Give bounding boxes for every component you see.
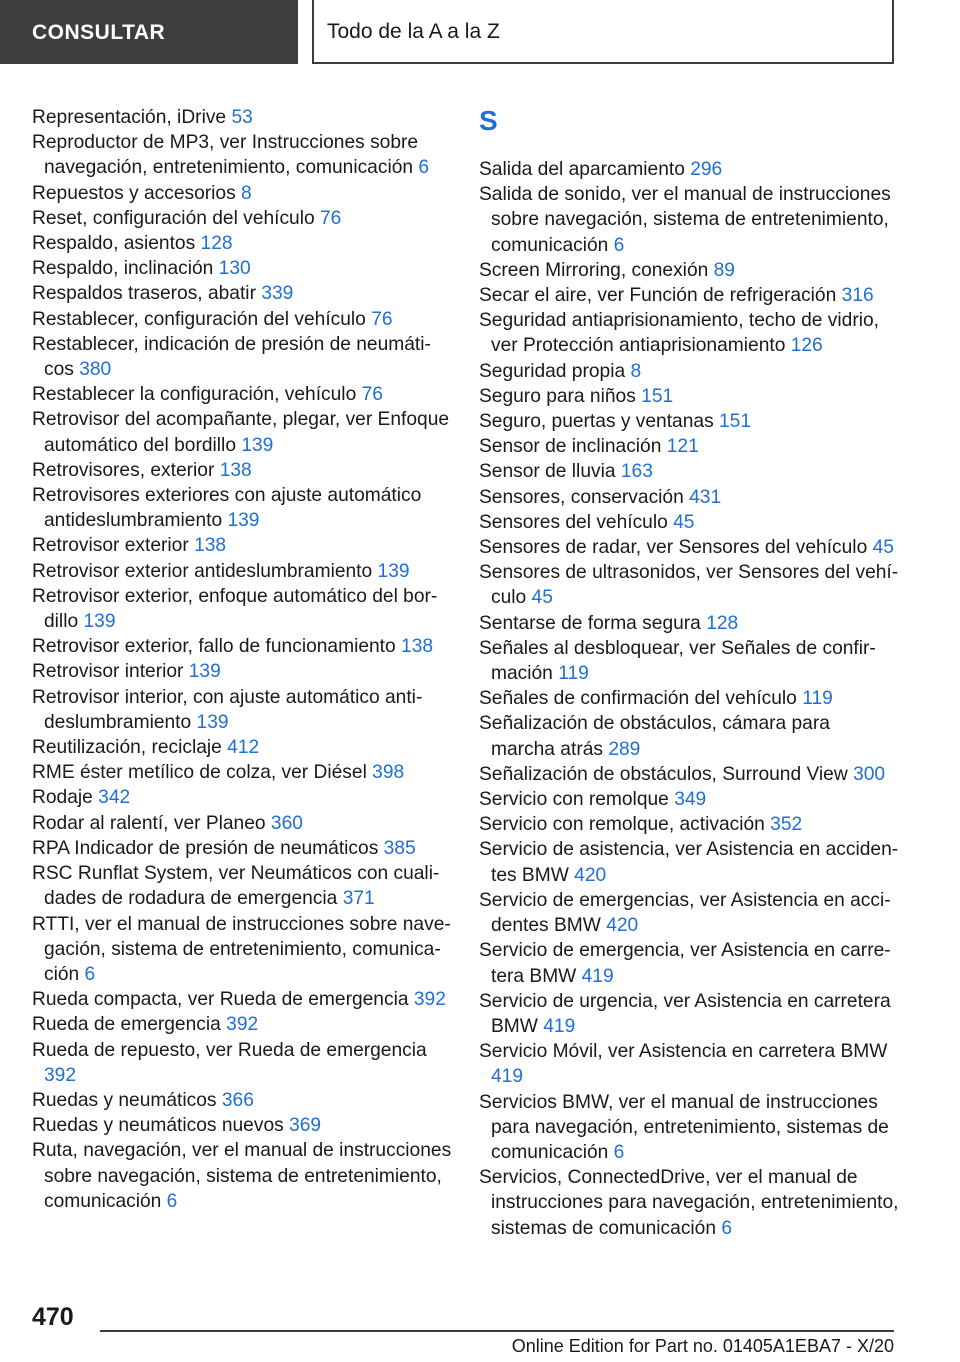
index-entry — [32, 659, 452, 684]
entry-text: Respaldo, asientos — [32, 233, 196, 255]
index-entry — [479, 1165, 899, 1241]
index-entry — [32, 1012, 452, 1037]
index-entry — [479, 812, 899, 837]
page-link[interactable]: 420 — [606, 915, 639, 937]
entry-text: Repuestos y accesorios — [32, 182, 236, 204]
entry-text: Restablecer, configuración del vehículo — [32, 308, 366, 330]
entry-text: RSC Runflat System, ver Neumáticos con cualidades de rodadura de emergencia — [32, 863, 440, 910]
index-entry — [32, 105, 452, 130]
page-link[interactable]: 360 — [270, 812, 303, 834]
entry-text: Servicios BMW, ver el manual de instrucciones para navegación, entretenimiento, sistemas de comunicación — [479, 1091, 889, 1163]
entry-text: Respaldos traseros, abatir — [32, 283, 256, 305]
index-entry — [479, 989, 899, 1039]
index-entry — [32, 634, 452, 659]
entry-text: Secar el aire, ver Función de refrigeración — [479, 285, 837, 307]
page-link[interactable]: 119 — [802, 688, 833, 710]
page-link[interactable]: 128 — [200, 233, 233, 255]
index-entry — [479, 359, 899, 384]
index-entry — [479, 157, 899, 182]
edition-note: Online Edition for Part no. 01405A1EBA7 - X/20 — [511, 1336, 894, 1356]
page-link[interactable]: 76 — [371, 308, 393, 330]
index-entry — [32, 281, 452, 306]
page-link[interactable]: 126 — [790, 335, 823, 357]
entry-text: Servicio de urgencia, ver Asistencia en carretera BMW — [479, 990, 891, 1037]
page-link[interactable]: 45 — [673, 511, 695, 533]
index-entry — [479, 485, 899, 510]
entry-text: Servicio de emergencias, ver Asistencia en accidentes BMW — [479, 889, 891, 937]
entry-text: Screen Mirroring, conexión — [479, 259, 709, 281]
page-link[interactable]: 419 — [581, 965, 614, 987]
entry-text: Sensor de lluvia — [479, 461, 616, 483]
entry-text: Señales de confirmación del vehículo — [479, 688, 797, 710]
page-link[interactable]: 392 — [226, 1014, 259, 1036]
entry-text: Sensores, conservación — [479, 486, 684, 508]
index-entry — [32, 256, 452, 281]
page-link[interactable]: 316 — [841, 285, 874, 307]
index-entry — [479, 762, 899, 787]
page-link[interactable]: 392 — [413, 989, 446, 1011]
index-entry — [32, 785, 452, 810]
entry-text: Seguridad antiaprisionamiento, techo de vidrio, ver Protección antiaprisionamiento — [479, 310, 879, 357]
entry-text: Restablecer la configuración, vehículo — [32, 384, 357, 406]
footer-divider — [100, 1330, 894, 1332]
entry-text: Servicio Móvil, ver Asistencia en carretera BMW — [479, 1041, 888, 1063]
entry-text: Rueda compacta, ver Rueda de emergencia — [32, 989, 409, 1011]
index-entry — [479, 560, 899, 610]
page-link[interactable]: 6 — [721, 1217, 733, 1239]
entry-text: Retrovisor del acompañante, plegar, ver Enfoque automático del bordillo — [32, 409, 450, 456]
page-link[interactable]: 6 — [166, 1190, 178, 1212]
page-link[interactable]: 151 — [719, 411, 752, 433]
index-entry — [479, 182, 899, 258]
page-link[interactable]: 8 — [241, 182, 252, 204]
entry-text: Ruedas y neumáticos — [32, 1089, 217, 1111]
entry-text: RPA Indicador de presión de neumáticos — [32, 837, 379, 859]
entry-text: Sentarse de forma segura — [479, 612, 701, 634]
entry-text: Ruta, navegación, ver el manual de instrucciones sobre navegación, sistema de entretenimiento, comunicación — [32, 1140, 452, 1212]
index-entry — [32, 231, 452, 256]
index-entry — [479, 611, 899, 636]
index-entry — [32, 1113, 452, 1138]
index-entry — [32, 1138, 452, 1214]
page-link[interactable]: 296 — [690, 159, 723, 180]
index-entry — [32, 332, 452, 382]
index-entry — [32, 1038, 452, 1088]
page-link[interactable]: 398 — [372, 762, 405, 784]
entry-text: Sensores de radar, ver Sensores del vehículo — [479, 537, 868, 559]
page-link[interactable]: 371 — [342, 888, 375, 910]
index-entry — [32, 458, 452, 483]
section-tab: CONSULTAR — [0, 0, 298, 64]
page-link[interactable]: 349 — [674, 789, 707, 811]
index-entry — [32, 861, 452, 911]
entry-text: Servicio de asistencia, ver Asistencia en accidentes BMW — [479, 839, 899, 886]
entry-text: Sensor de inclinación — [479, 436, 662, 458]
entry-text: Representación, iDrive — [32, 107, 227, 128]
entry-text: RME éster metílico de colza, ver Diésel — [32, 762, 367, 784]
page-link[interactable]: 392 — [44, 1064, 77, 1086]
index-entry — [479, 686, 899, 711]
index-entry — [32, 130, 452, 180]
entry-text: Retrovisor interior, con ajuste automático antideslumbramiento — [32, 686, 423, 733]
index-entry — [479, 535, 899, 560]
page-link[interactable]: 369 — [289, 1115, 322, 1137]
entry-text: Señalización de obstáculos, cámara para marcha atrás — [479, 713, 830, 760]
index-entry — [479, 837, 899, 887]
entry-text: Seguro, puertas y ventanas — [479, 411, 714, 433]
page-link[interactable]: 385 — [383, 837, 416, 859]
page-link[interactable]: 139 — [196, 711, 229, 733]
page-link[interactable]: 6 — [84, 963, 96, 985]
index-entry — [32, 1088, 452, 1113]
page-link[interactable]: 151 — [641, 385, 674, 407]
index-entry — [479, 1090, 899, 1166]
page-link[interactable]: 89 — [713, 259, 735, 281]
page-link[interactable]: 6 — [613, 1141, 625, 1163]
entry-text: Seguridad propia — [479, 360, 626, 382]
page-link[interactable]: 121 — [666, 436, 699, 458]
index-entry — [479, 459, 899, 484]
page-link[interactable]: 138 — [401, 636, 434, 658]
entry-text: Retrovisores exteriores con ajuste automático antideslumbramiento — [32, 485, 422, 532]
entry-text: Rodaje — [32, 787, 93, 809]
index-entry — [32, 584, 452, 634]
index-entry — [32, 735, 452, 760]
entry-text: Sensores del vehículo — [479, 511, 668, 533]
entry-text: Restablecer, indicación de presión de neumáticos — [32, 333, 431, 381]
entry-text: Retrovisor exterior antideslumbramiento — [32, 560, 373, 582]
entry-text: Servicio con remolque, activación — [479, 814, 765, 836]
page-number: 470 — [32, 1303, 74, 1331]
entry-text: Retrovisores, exterior — [32, 459, 215, 481]
page-link[interactable]: 138 — [219, 459, 252, 481]
index-entry — [479, 1039, 899, 1089]
page-link[interactable]: 6 — [613, 234, 625, 256]
page-link[interactable]: 6 — [418, 157, 430, 179]
page-link[interactable]: 139 — [377, 560, 410, 582]
index-column-left — [32, 105, 452, 1214]
entry-text: Retrovisor interior — [32, 661, 184, 683]
page-link[interactable]: 45 — [531, 587, 553, 609]
page-link[interactable]: 163 — [620, 461, 653, 483]
page-link[interactable]: 342 — [98, 787, 131, 809]
entry-text: Señalización de obstáculos, Surround View — [479, 763, 848, 785]
index-entry — [32, 836, 452, 861]
index-entry — [32, 483, 452, 533]
index-entry — [479, 258, 899, 283]
entry-text: Rueda de emergencia — [32, 1014, 221, 1036]
entry-text: Salida del aparcamiento — [479, 159, 685, 180]
page-link[interactable]: 76 — [361, 384, 383, 406]
page-link[interactable]: 138 — [194, 535, 227, 557]
page-link[interactable]: 139 — [227, 510, 260, 532]
index-entry — [479, 636, 899, 686]
entry-text: Seguro para niños — [479, 385, 636, 407]
page-link[interactable]: 352 — [770, 814, 803, 836]
index-entry — [32, 407, 452, 457]
page-link[interactable]: 53 — [231, 107, 253, 128]
entry-text: Rueda de repuesto, ver Rueda de emergencia — [32, 1039, 427, 1061]
entry-text: Rodar al ralentí, ver Planeo — [32, 812, 266, 834]
page-link[interactable]: 420 — [574, 864, 607, 886]
index-entry — [32, 760, 452, 785]
index-entry — [479, 409, 899, 434]
page-link[interactable]: 76 — [320, 207, 342, 229]
index-entry — [32, 533, 452, 558]
page-link[interactable]: 130 — [218, 258, 251, 280]
index-entry — [479, 384, 899, 409]
entry-text: Reset, configuración del vehículo — [32, 207, 315, 229]
entry-text: Retrovisor exterior — [32, 535, 189, 557]
index-entry — [479, 434, 899, 459]
index-entry — [479, 283, 899, 308]
section-title: Todo de la A a la Z — [312, 0, 894, 64]
entry-text: Respaldo, inclinación — [32, 258, 214, 280]
page-link[interactable]: 380 — [79, 359, 112, 381]
page-link[interactable]: 139 — [188, 661, 221, 683]
index-entry — [32, 206, 452, 231]
page-link[interactable]: 431 — [689, 486, 722, 508]
page-link[interactable]: 139 — [241, 434, 274, 456]
page-link[interactable]: 419 — [491, 1066, 524, 1088]
entry-text: Servicios, ConnectedDrive, ver el manual de instrucciones para navegación, entretenimiento, sistemas de comunicación — [479, 1167, 899, 1239]
page-link[interactable]: 119 — [558, 663, 589, 685]
index-entry — [479, 510, 899, 535]
entry-text: Señales al desbloquear, ver Señales de confirmación — [479, 637, 876, 685]
index-entry — [32, 811, 452, 836]
page-link[interactable]: 366 — [221, 1089, 254, 1111]
entry-text: Reutilización, reciclaje — [32, 737, 222, 759]
index-entry — [479, 787, 899, 812]
page-link[interactable]: 412 — [227, 737, 260, 759]
page-link[interactable]: 419 — [543, 1015, 576, 1037]
index-column-right — [479, 105, 899, 1241]
section-letter: S — [479, 105, 498, 136]
index-entry — [32, 987, 452, 1012]
index-entry — [32, 181, 452, 206]
page-link[interactable]: 128 — [706, 612, 739, 634]
index-entry — [479, 711, 899, 761]
index-entry — [479, 888, 899, 938]
page-link[interactable]: 139 — [83, 611, 116, 633]
index-entry — [479, 308, 899, 358]
index-entry — [32, 382, 452, 407]
entry-text: Retrovisor exterior, fallo de funcionamiento — [32, 636, 396, 658]
entry-text: Servicio con remolque — [479, 789, 669, 811]
entry-text: Retrovisor exterior, enfoque automático del bordillo — [32, 585, 438, 633]
entry-text: RTTI, ver el manual de instrucciones sobre navegación, sistema de entretenimiento, comunicación — [32, 913, 451, 985]
index-entry — [32, 307, 452, 332]
page-link[interactable]: 8 — [630, 360, 642, 382]
page-link[interactable]: 339 — [261, 283, 294, 305]
entry-text: Servicio de emergencia, ver Asistencia en carretera BMW — [479, 940, 891, 987]
entry-text: Salida de sonido, ver el manual de instrucciones sobre navegación, sistema de entretenimiento, comunicación — [479, 184, 891, 256]
index-entry — [479, 938, 899, 988]
page-link[interactable]: 300 — [853, 763, 886, 785]
index-entry — [32, 559, 452, 584]
page-link[interactable]: 45 — [872, 537, 894, 559]
entry-text: Reproductor de MP3, ver Instrucciones sobre navegación, entretenimiento, comunicación — [32, 132, 419, 179]
page-link[interactable]: 289 — [608, 738, 641, 760]
index-entry — [32, 685, 452, 735]
entry-text: Sensores de ultrasonidos, ver Sensores del vehículo — [479, 562, 899, 609]
entry-text: Ruedas y neumáticos nuevos — [32, 1115, 284, 1137]
index-entry — [32, 912, 452, 988]
